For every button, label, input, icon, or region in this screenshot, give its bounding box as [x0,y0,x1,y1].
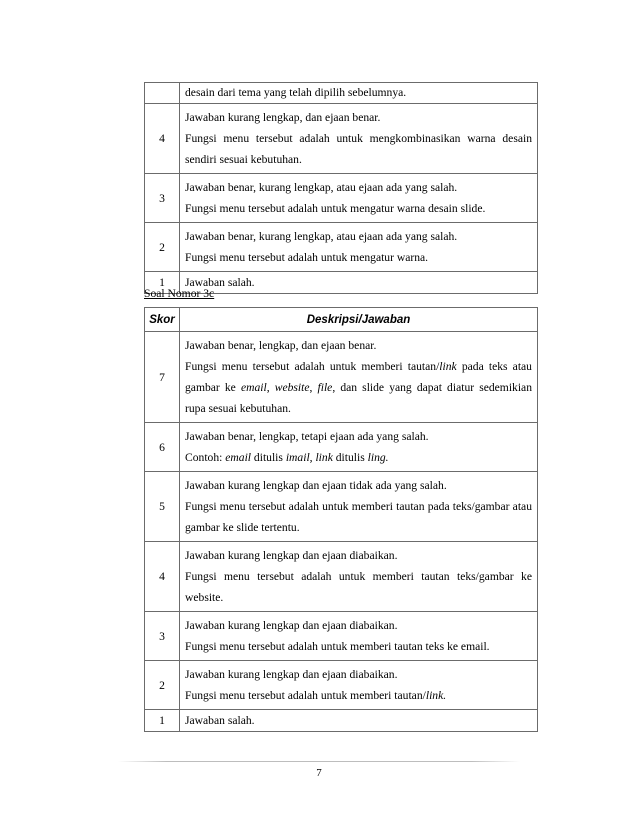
table-row [145,542,538,612]
skor-cell: 3 [145,612,180,661]
rubric-table-continued [144,82,538,294]
table-row [145,472,538,542]
page-number: 7 [316,767,322,779]
table-row [145,83,538,104]
skor-cell: 1 [145,272,180,294]
table-row [145,104,538,174]
table-row [145,423,538,472]
deskripsi-detail: Contoh: email ditulis imail, link ditulis ling. [185,451,389,464]
skor-cell: 7 [145,332,180,423]
skor-cell: 4 [145,542,180,612]
table-row [145,223,538,272]
rubric-table-3c [144,307,538,732]
deskripsi-cell: Jawaban kurang lengkap dan ejaan tidak ada yang salah. Fungsi menu tersebut adalah untuk memberi tautan pada teks/gambar atau gambar ke slide tertentu. [180,472,538,542]
skor-cell [145,83,180,104]
table-row [145,612,538,661]
header-deskripsi: Deskripsi/Jawaban [180,308,538,332]
skor-cell: 2 [145,223,180,272]
skor-cell: 2 [145,661,180,710]
deskripsi-cell: Jawaban benar, kurang lengkap, atau ejaan ada yang salah. Fungsi menu tersebut adalah untuk mengatur warna. [180,223,538,272]
deskripsi-cell: Jawaban salah. [180,272,538,294]
deskripsi-cell: Jawaban benar, lengkap, tetapi ejaan ada yang salah. Contoh: email ditulis imail, link ditulis ling. [180,423,538,472]
skor-cell: 6 [145,423,180,472]
deskripsi-detail: Fungsi menu tersebut adalah untuk memberi tautan/link pada teks atau gambar ke email, website, file, dan slide yang dapat diatur sedemikian rupa sesuai kebutuhan. [185,360,533,415]
table-row [145,710,538,732]
deskripsi-cell: Jawaban kurang lengkap, dan ejaan benar. Fungsi menu tersebut adalah untuk mengkombinasikan warna desain sendiri sesuai kebutuhan. [180,104,538,174]
skor-cell: 1 [145,710,180,732]
deskripsi-cell: Jawaban benar, kurang lengkap, atau ejaan ada yang salah. Fungsi menu tersebut adalah untuk mengatur warna desain slide. [180,174,538,223]
deskripsi-cell: Jawaban kurang lengkap dan ejaan diabaikan. Fungsi menu tersebut adalah untuk memberi tautan teks/gambar ke website. [180,542,538,612]
deskripsi-detail: Fungsi menu tersebut adalah untuk memberi tautan/link. [185,689,447,702]
skor-cell: 4 [145,104,180,174]
deskripsi-cell: Jawaban kurang lengkap dan ejaan diabaikan. Fungsi menu tersebut adalah untuk memberi tautan teks ke email. [180,612,538,661]
table-row [145,332,538,423]
table-header-row [145,308,538,332]
skor-cell: 5 [145,472,180,542]
section-caption: Soal Nomor 3c [144,287,215,300]
deskripsi-cell: desain dari tema yang telah dipilih sebelumnya. [180,83,538,104]
footer-divider [118,761,520,762]
table-row [145,174,538,223]
table-row [145,661,538,710]
deskripsi-cell: Jawaban benar, lengkap, dan ejaan benar. Fungsi menu tersebut adalah untuk memberi tautan/link pada teks atau gambar ke email, website, file, dan slide yang dapat diatur sedemikian rupa sesuai kebutuhan. [180,332,538,423]
deskripsi-cell: Jawaban kurang lengkap dan ejaan diabaikan. Fungsi menu tersebut adalah untuk memberi tautan/link. [180,661,538,710]
skor-cell: 3 [145,174,180,223]
deskripsi-cell: Jawaban salah. [180,710,538,732]
header-skor: Skor [145,308,180,332]
